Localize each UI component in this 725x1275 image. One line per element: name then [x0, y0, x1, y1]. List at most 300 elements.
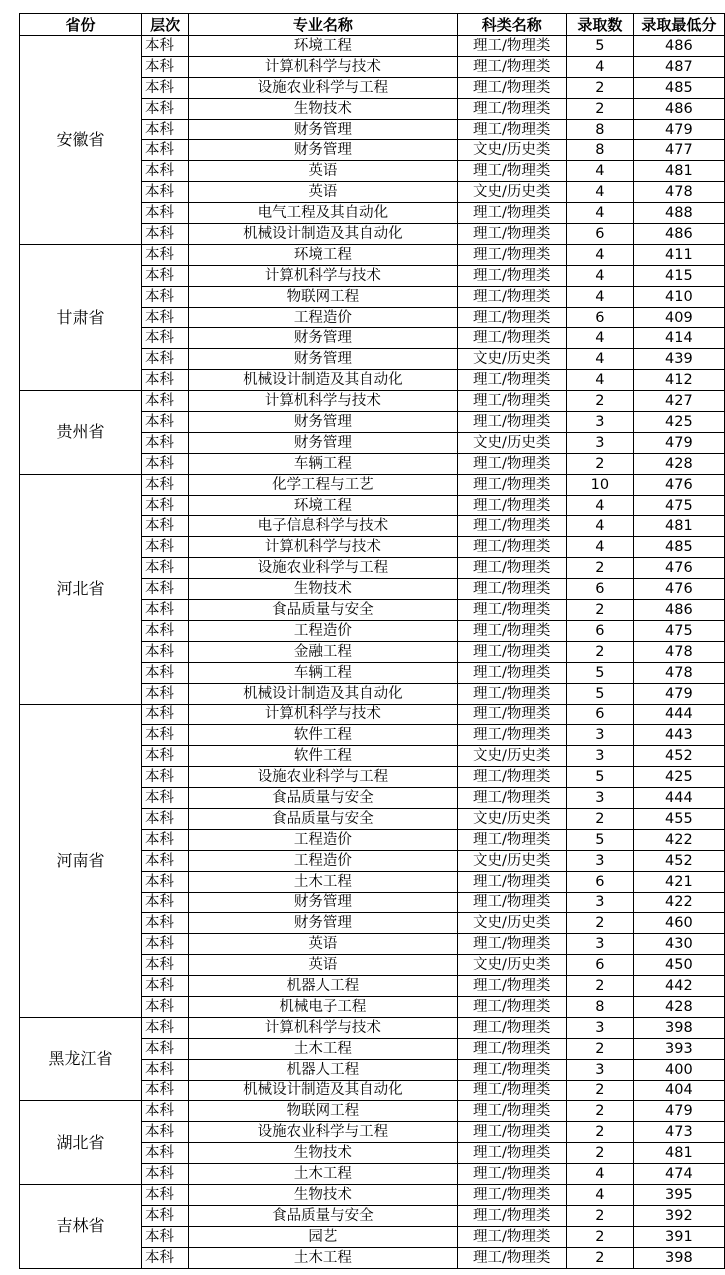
admitted-count-cell: 8 [566, 140, 633, 161]
level-cell: 本科 [141, 286, 188, 307]
level-cell: 本科 [141, 1080, 188, 1101]
level-cell: 本科 [141, 788, 188, 809]
category-cell: 理工/物理类 [457, 725, 566, 746]
table-row [20, 244, 725, 265]
min-score-cell: 411 [633, 244, 724, 265]
min-score-cell: 398 [633, 1017, 724, 1038]
level-cell: 本科 [141, 1205, 188, 1226]
level-cell: 本科 [141, 1059, 188, 1080]
major-cell: 财务管理 [189, 328, 457, 349]
admitted-count-cell: 6 [566, 955, 633, 976]
category-cell: 理工/物理类 [457, 224, 566, 245]
category-cell: 理工/物理类 [457, 474, 566, 495]
level-cell: 本科 [141, 1038, 188, 1059]
category-cell: 理工/物理类 [457, 600, 566, 621]
admitted-count-cell: 5 [566, 829, 633, 850]
category-cell: 理工/物理类 [457, 244, 566, 265]
min-score-cell: 422 [633, 829, 724, 850]
level-cell: 本科 [141, 850, 188, 871]
level-cell: 本科 [141, 140, 188, 161]
category-cell: 理工/物理类 [457, 704, 566, 725]
category-cell: 理工/物理类 [457, 453, 566, 474]
category-cell: 理工/物理类 [457, 1122, 566, 1143]
admitted-count-cell: 4 [566, 182, 633, 203]
major-cell: 软件工程 [189, 725, 457, 746]
min-score-cell: 393 [633, 1038, 724, 1059]
level-cell: 本科 [141, 537, 188, 558]
min-score-cell: 477 [633, 140, 724, 161]
min-score-cell: 486 [633, 600, 724, 621]
table-body [20, 36, 725, 1269]
major-cell: 英语 [189, 955, 457, 976]
province-cell: 贵州省 [20, 391, 142, 475]
min-score-cell: 479 [633, 683, 724, 704]
category-cell: 文史/历史类 [457, 746, 566, 767]
admitted-count-cell: 4 [566, 265, 633, 286]
admitted-count-cell: 6 [566, 224, 633, 245]
admitted-count-cell: 2 [566, 1101, 633, 1122]
min-score-cell: 425 [633, 767, 724, 788]
level-cell: 本科 [141, 56, 188, 77]
min-score-cell: 428 [633, 996, 724, 1017]
level-cell: 本科 [141, 829, 188, 850]
major-cell: 财务管理 [189, 913, 457, 934]
min-score-cell: 455 [633, 808, 724, 829]
level-cell: 本科 [141, 182, 188, 203]
category-cell: 理工/物理类 [457, 934, 566, 955]
level-cell: 本科 [141, 495, 188, 516]
level-cell: 本科 [141, 244, 188, 265]
min-score-cell: 414 [633, 328, 724, 349]
category-cell: 理工/物理类 [457, 286, 566, 307]
major-cell: 物联网工程 [189, 1101, 457, 1122]
admitted-count-cell: 2 [566, 391, 633, 412]
level-cell: 本科 [141, 746, 188, 767]
major-cell: 环境工程 [189, 36, 457, 57]
admitted-count-cell: 6 [566, 704, 633, 725]
admitted-count-cell: 6 [566, 579, 633, 600]
admitted-count-cell: 10 [566, 474, 633, 495]
category-cell: 理工/物理类 [457, 829, 566, 850]
table-row [20, 474, 725, 495]
admitted-count-cell: 2 [566, 98, 633, 119]
category-cell: 理工/物理类 [457, 767, 566, 788]
min-score-cell: 474 [633, 1164, 724, 1185]
province-cell: 河北省 [20, 474, 142, 704]
major-cell: 电子信息科学与技术 [189, 516, 457, 537]
header-min-score: 录取最低分 [633, 14, 724, 36]
level-cell: 本科 [141, 36, 188, 57]
min-score-cell: 476 [633, 474, 724, 495]
province-cell: 河南省 [20, 704, 142, 1017]
table-row [20, 391, 725, 412]
admitted-count-cell: 6 [566, 620, 633, 641]
major-cell: 车辆工程 [189, 662, 457, 683]
min-score-cell: 481 [633, 516, 724, 537]
admitted-count-cell: 3 [566, 725, 633, 746]
min-score-cell: 400 [633, 1059, 724, 1080]
min-score-cell: 404 [633, 1080, 724, 1101]
major-cell: 财务管理 [189, 119, 457, 140]
table-row [20, 36, 725, 57]
min-score-cell: 476 [633, 558, 724, 579]
level-cell: 本科 [141, 453, 188, 474]
admitted-count-cell: 2 [566, 558, 633, 579]
major-cell: 车辆工程 [189, 453, 457, 474]
category-cell: 理工/物理类 [457, 976, 566, 997]
level-cell: 本科 [141, 370, 188, 391]
min-score-cell: 475 [633, 620, 724, 641]
major-cell: 设施农业科学与工程 [189, 767, 457, 788]
category-cell: 理工/物理类 [457, 328, 566, 349]
level-cell: 本科 [141, 1164, 188, 1185]
min-score-cell: 478 [633, 662, 724, 683]
major-cell: 设施农业科学与工程 [189, 558, 457, 579]
province-cell: 湖北省 [20, 1101, 142, 1185]
major-cell: 财务管理 [189, 412, 457, 433]
admitted-count-cell: 4 [566, 495, 633, 516]
level-cell: 本科 [141, 996, 188, 1017]
category-cell: 理工/物理类 [457, 412, 566, 433]
category-cell: 理工/物理类 [457, 203, 566, 224]
major-cell: 生物技术 [189, 98, 457, 119]
category-cell: 理工/物理类 [457, 871, 566, 892]
level-cell: 本科 [141, 161, 188, 182]
min-score-cell: 391 [633, 1226, 724, 1247]
major-cell: 生物技术 [189, 1184, 457, 1205]
major-cell: 食品质量与安全 [189, 1205, 457, 1226]
major-cell: 机械设计制造及其自动化 [189, 370, 457, 391]
category-cell: 理工/物理类 [457, 119, 566, 140]
admitted-count-cell: 3 [566, 892, 633, 913]
category-cell: 理工/物理类 [457, 892, 566, 913]
major-cell: 计算机科学与技术 [189, 56, 457, 77]
admitted-count-cell: 4 [566, 328, 633, 349]
major-cell: 物联网工程 [189, 286, 457, 307]
level-cell: 本科 [141, 1143, 188, 1164]
level-cell: 本科 [141, 1247, 188, 1268]
min-score-cell: 422 [633, 892, 724, 913]
category-cell: 文史/历史类 [457, 349, 566, 370]
admitted-count-cell: 2 [566, 1122, 633, 1143]
category-cell: 理工/物理类 [457, 1184, 566, 1205]
major-cell: 英语 [189, 182, 457, 203]
min-score-cell: 460 [633, 913, 724, 934]
category-cell: 理工/物理类 [457, 662, 566, 683]
level-cell: 本科 [141, 892, 188, 913]
level-cell: 本科 [141, 871, 188, 892]
admitted-count-cell: 3 [566, 850, 633, 871]
major-cell: 财务管理 [189, 140, 457, 161]
level-cell: 本科 [141, 579, 188, 600]
level-cell: 本科 [141, 662, 188, 683]
province-cell: 黑龙江省 [20, 1017, 142, 1101]
category-cell: 理工/物理类 [457, 537, 566, 558]
major-cell: 计算机科学与技术 [189, 537, 457, 558]
category-cell: 理工/物理类 [457, 391, 566, 412]
min-score-cell: 450 [633, 955, 724, 976]
level-cell: 本科 [141, 474, 188, 495]
admitted-count-cell: 2 [566, 808, 633, 829]
level-cell: 本科 [141, 516, 188, 537]
header-province: 省份 [20, 14, 142, 36]
min-score-cell: 427 [633, 391, 724, 412]
admitted-count-cell: 4 [566, 161, 633, 182]
major-cell: 化学工程与工艺 [189, 474, 457, 495]
major-cell: 财务管理 [189, 349, 457, 370]
major-cell: 机械设计制造及其自动化 [189, 683, 457, 704]
min-score-cell: 442 [633, 976, 724, 997]
category-cell: 理工/物理类 [457, 558, 566, 579]
level-cell: 本科 [141, 955, 188, 976]
min-score-cell: 444 [633, 788, 724, 809]
category-cell: 理工/物理类 [457, 370, 566, 391]
major-cell: 英语 [189, 934, 457, 955]
level-cell: 本科 [141, 391, 188, 412]
admitted-count-cell: 5 [566, 662, 633, 683]
admitted-count-cell: 2 [566, 453, 633, 474]
header-admitted-count: 录取数 [566, 14, 633, 36]
category-cell: 理工/物理类 [457, 56, 566, 77]
admitted-count-cell: 3 [566, 412, 633, 433]
major-cell: 机器人工程 [189, 976, 457, 997]
level-cell: 本科 [141, 328, 188, 349]
admission-table [19, 13, 725, 1269]
category-cell: 理工/物理类 [457, 495, 566, 516]
min-score-cell: 486 [633, 224, 724, 245]
min-score-cell: 478 [633, 182, 724, 203]
min-score-cell: 478 [633, 641, 724, 662]
category-cell: 文史/历史类 [457, 808, 566, 829]
major-cell: 金融工程 [189, 641, 457, 662]
table-row [20, 1017, 725, 1038]
level-cell: 本科 [141, 432, 188, 453]
major-cell: 工程造价 [189, 307, 457, 328]
category-cell: 理工/物理类 [457, 516, 566, 537]
major-cell: 计算机科学与技术 [189, 391, 457, 412]
min-score-cell: 479 [633, 119, 724, 140]
level-cell: 本科 [141, 77, 188, 98]
category-cell: 理工/物理类 [457, 1059, 566, 1080]
category-cell: 理工/物理类 [457, 1226, 566, 1247]
admitted-count-cell: 2 [566, 77, 633, 98]
category-cell: 文史/历史类 [457, 140, 566, 161]
major-cell: 工程造价 [189, 620, 457, 641]
level-cell: 本科 [141, 307, 188, 328]
major-cell: 软件工程 [189, 746, 457, 767]
level-cell: 本科 [141, 1122, 188, 1143]
min-score-cell: 415 [633, 265, 724, 286]
level-cell: 本科 [141, 1226, 188, 1247]
major-cell: 财务管理 [189, 892, 457, 913]
level-cell: 本科 [141, 767, 188, 788]
category-cell: 文史/历史类 [457, 182, 566, 203]
admitted-count-cell: 3 [566, 432, 633, 453]
category-cell: 理工/物理类 [457, 1205, 566, 1226]
major-cell: 园艺 [189, 1226, 457, 1247]
level-cell: 本科 [141, 98, 188, 119]
min-score-cell: 473 [633, 1122, 724, 1143]
min-score-cell: 430 [633, 934, 724, 955]
category-cell: 理工/物理类 [457, 1101, 566, 1122]
major-cell: 土木工程 [189, 1038, 457, 1059]
min-score-cell: 486 [633, 98, 724, 119]
min-score-cell: 410 [633, 286, 724, 307]
category-cell: 理工/物理类 [457, 1247, 566, 1268]
level-cell: 本科 [141, 119, 188, 140]
min-score-cell: 421 [633, 871, 724, 892]
level-cell: 本科 [141, 641, 188, 662]
min-score-cell: 452 [633, 850, 724, 871]
min-score-cell: 395 [633, 1184, 724, 1205]
major-cell: 设施农业科学与工程 [189, 1122, 457, 1143]
admitted-count-cell: 4 [566, 537, 633, 558]
level-cell: 本科 [141, 600, 188, 621]
min-score-cell: 409 [633, 307, 724, 328]
major-cell: 食品质量与安全 [189, 600, 457, 621]
category-cell: 文史/历史类 [457, 955, 566, 976]
category-cell: 理工/物理类 [457, 683, 566, 704]
category-cell: 文史/历史类 [457, 913, 566, 934]
level-cell: 本科 [141, 704, 188, 725]
table-row [20, 704, 725, 725]
admitted-count-cell: 6 [566, 871, 633, 892]
level-cell: 本科 [141, 558, 188, 579]
province-cell: 吉林省 [20, 1184, 142, 1268]
min-score-cell: 485 [633, 537, 724, 558]
min-score-cell: 452 [633, 746, 724, 767]
major-cell: 土木工程 [189, 871, 457, 892]
admitted-count-cell: 2 [566, 976, 633, 997]
admitted-count-cell: 4 [566, 349, 633, 370]
level-cell: 本科 [141, 683, 188, 704]
level-cell: 本科 [141, 725, 188, 746]
category-cell: 理工/物理类 [457, 1017, 566, 1038]
major-cell: 生物技术 [189, 579, 457, 600]
min-score-cell: 398 [633, 1247, 724, 1268]
level-cell: 本科 [141, 976, 188, 997]
major-cell: 机器人工程 [189, 1059, 457, 1080]
major-cell: 设施农业科学与工程 [189, 77, 457, 98]
level-cell: 本科 [141, 203, 188, 224]
admitted-count-cell: 4 [566, 286, 633, 307]
min-score-cell: 443 [633, 725, 724, 746]
level-cell: 本科 [141, 265, 188, 286]
category-cell: 理工/物理类 [457, 36, 566, 57]
min-score-cell: 481 [633, 1143, 724, 1164]
admitted-count-cell: 2 [566, 641, 633, 662]
admitted-count-cell: 3 [566, 788, 633, 809]
level-cell: 本科 [141, 620, 188, 641]
major-cell: 食品质量与安全 [189, 788, 457, 809]
major-cell: 工程造价 [189, 829, 457, 850]
major-cell: 土木工程 [189, 1164, 457, 1185]
major-cell: 计算机科学与技术 [189, 704, 457, 725]
admitted-count-cell: 2 [566, 1038, 633, 1059]
header-level: 层次 [141, 14, 188, 36]
header-category: 科类名称 [457, 14, 566, 36]
table-row [20, 1101, 725, 1122]
major-cell: 英语 [189, 161, 457, 182]
major-cell: 土木工程 [189, 1247, 457, 1268]
category-cell: 理工/物理类 [457, 788, 566, 809]
admitted-count-cell: 4 [566, 244, 633, 265]
admitted-count-cell: 2 [566, 1247, 633, 1268]
major-cell: 计算机科学与技术 [189, 1017, 457, 1038]
level-cell: 本科 [141, 1184, 188, 1205]
level-cell: 本科 [141, 1017, 188, 1038]
min-score-cell: 428 [633, 453, 724, 474]
level-cell: 本科 [141, 913, 188, 934]
admitted-count-cell: 3 [566, 934, 633, 955]
admitted-count-cell: 3 [566, 1017, 633, 1038]
category-cell: 理工/物理类 [457, 579, 566, 600]
category-cell: 理工/物理类 [457, 641, 566, 662]
category-cell: 理工/物理类 [457, 307, 566, 328]
admitted-count-cell: 6 [566, 307, 633, 328]
level-cell: 本科 [141, 412, 188, 433]
level-cell: 本科 [141, 224, 188, 245]
major-cell: 财务管理 [189, 432, 457, 453]
major-cell: 机械设计制造及其自动化 [189, 224, 457, 245]
min-score-cell: 425 [633, 412, 724, 433]
province-cell: 甘肃省 [20, 244, 142, 390]
admitted-count-cell: 8 [566, 996, 633, 1017]
category-cell: 文史/历史类 [457, 850, 566, 871]
province-cell: 安徽省 [20, 36, 142, 245]
admitted-count-cell: 4 [566, 203, 633, 224]
admitted-count-cell: 4 [566, 56, 633, 77]
admitted-count-cell: 2 [566, 913, 633, 934]
major-cell: 生物技术 [189, 1143, 457, 1164]
admitted-count-cell: 4 [566, 1184, 633, 1205]
min-score-cell: 479 [633, 1101, 724, 1122]
min-score-cell: 475 [633, 495, 724, 516]
category-cell: 理工/物理类 [457, 161, 566, 182]
min-score-cell: 392 [633, 1205, 724, 1226]
admitted-count-cell: 2 [566, 1080, 633, 1101]
min-score-cell: 481 [633, 161, 724, 182]
category-cell: 理工/物理类 [457, 77, 566, 98]
major-cell: 机械电子工程 [189, 996, 457, 1017]
major-cell: 计算机科学与技术 [189, 265, 457, 286]
admitted-count-cell: 3 [566, 1059, 633, 1080]
admitted-count-cell: 2 [566, 1205, 633, 1226]
admitted-count-cell: 2 [566, 1226, 633, 1247]
category-cell: 理工/物理类 [457, 1143, 566, 1164]
min-score-cell: 487 [633, 56, 724, 77]
admitted-count-cell: 5 [566, 683, 633, 704]
min-score-cell: 488 [633, 203, 724, 224]
category-cell: 文史/历史类 [457, 432, 566, 453]
major-cell: 工程造价 [189, 850, 457, 871]
major-cell: 机械设计制造及其自动化 [189, 1080, 457, 1101]
category-cell: 理工/物理类 [457, 1080, 566, 1101]
category-cell: 理工/物理类 [457, 620, 566, 641]
level-cell: 本科 [141, 808, 188, 829]
major-cell: 环境工程 [189, 244, 457, 265]
major-cell: 电气工程及其自动化 [189, 203, 457, 224]
category-cell: 理工/物理类 [457, 98, 566, 119]
category-cell: 理工/物理类 [457, 996, 566, 1017]
category-cell: 理工/物理类 [457, 265, 566, 286]
admitted-count-cell: 3 [566, 746, 633, 767]
major-cell: 环境工程 [189, 495, 457, 516]
admitted-count-cell: 8 [566, 119, 633, 140]
category-cell: 理工/物理类 [457, 1038, 566, 1059]
header-major: 专业名称 [189, 14, 457, 36]
admitted-count-cell: 5 [566, 36, 633, 57]
